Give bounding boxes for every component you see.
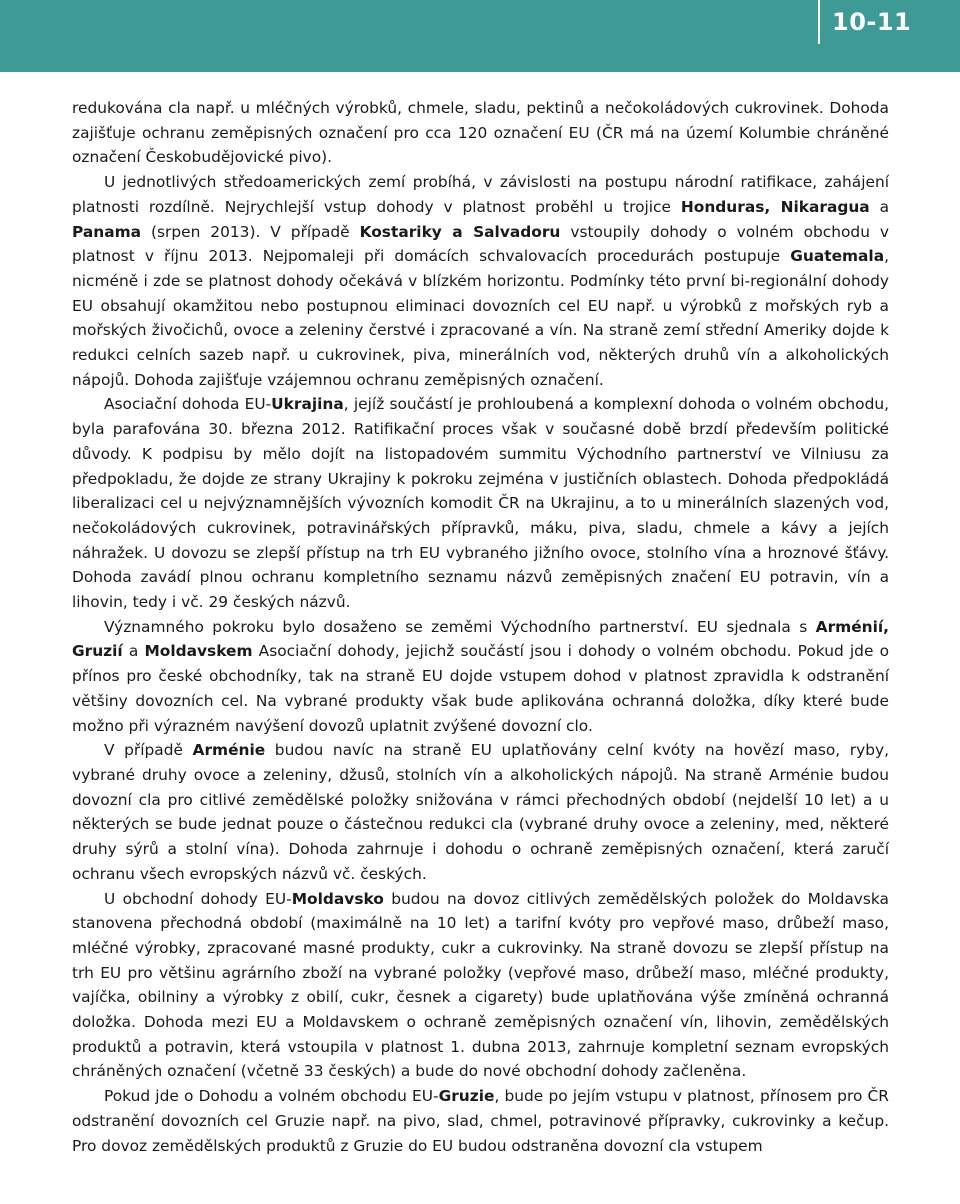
page-number: 10-11 xyxy=(818,0,960,44)
paragraph xyxy=(72,887,889,1085)
bold-term: Gruzie xyxy=(438,1087,495,1106)
text-run: Asociační dohoda EU- xyxy=(104,395,272,414)
text-run: V případě xyxy=(104,741,193,760)
paragraph xyxy=(72,96,889,170)
text-run: , nicméně i zde se platnost dohody očekává v blízkém horizontu. Podmínky této první bi-regionální dohody EU obsahují okamžitou nebo postupnou eliminaci dovozních cel EU např. u výrobků z mořských ryb a mořských živočichů, ovoce a zeleniny čerstvé i zpracované a vín. Na straně zemí střední Ameriky dojde k redukci celních sazeb např. u cukrovinek, piva, minerálních vod, některých druhů vín a alkoholických nápojů. Dohoda zajišťuje vzájemnou ochranu zeměpisných označení. xyxy=(72,247,889,389)
paragraph xyxy=(72,1084,889,1158)
bold-term: Honduras, Nikaragua xyxy=(680,197,870,216)
bold-term: Moldavsko xyxy=(291,889,384,908)
text-run: a xyxy=(869,197,889,216)
bold-term: Panama xyxy=(72,222,142,241)
bold-term: Arménií, Gruzií xyxy=(72,617,889,661)
bold-term: Moldavskem xyxy=(144,642,253,661)
bold-term: Ukrajina xyxy=(271,395,344,414)
text-run: Významného pokroku bylo dosaženo se zeměmi Východního partnerství. EU sjednala s xyxy=(104,617,816,636)
text-run: a xyxy=(122,642,145,661)
paragraph xyxy=(72,738,889,886)
text-run: , bude po jejím vstupu v platnost, přínosem pro ČR odstranění dovozních cel Gruzie např. na pivo, slad, chmel, potravinové přípravky, cukrovinky a kečup. Pro dovoz zemědělských produktů z Gruzie do EU budou odstraněna dovozní cla vstupem xyxy=(72,1087,889,1155)
text-run: Pokud jde o Dohodu a volném obchodu EU- xyxy=(104,1087,439,1106)
text-run: U obchodní dohody EU- xyxy=(104,889,292,908)
bold-term: Arménie xyxy=(192,741,266,760)
text-run: redukována cla např. u mléčných výrobků, chmele, sladu, pektinů a nečokoládových cukrovinek. Dohoda zajišťuje ochranu zeměpisných označení pro cca 120 označení EU (ČR má na území Kolumbie chráněné označení Českobudějovické pivo). xyxy=(72,99,889,167)
text-run: U jednotlivých středoamerických zemí probíhá, v závislosti na postupu národní ratifikace, zahájení platnosti rozdílně. Nejrychlejší vstup dohody v platnost proběhl u trojice xyxy=(72,173,889,216)
header-band xyxy=(0,0,960,72)
bold-term: Kostariky a Salvadoru xyxy=(359,222,561,241)
article-body xyxy=(72,96,889,1158)
text-run: vstoupily dohody o volném obchodu v platnost v říjnu 2013. Nejpomaleji při domácích schvalovacích procedurách postupuje xyxy=(72,222,890,266)
text-run: budou navíc na straně EU uplatňovány celní kvóty na hovězí maso, ryby, vybrané druhy ovoce a zeleniny, džusů, stolních vín a alkoholických nápojů. Na straně Arménie budou dovozní cla pro citlivé zemědělské položky snižována v rámci přechodných období (nejdelší 10 let) a u některých se bude jednat pouze o částečnou redukci cla (vybrané druhy ovoce a zeleniny, med, některé druhy sýrů a stolní vína). Dohoda zahrnuje i dohodu o ochraně zeměpisných označení, která zaručí ochranu všech evropských názvů vč. českých. xyxy=(72,741,890,883)
text-run: Asociační dohody, jejichž součástí jsou i dohody o volném obchodu. Pokud jde o přínos pro české obchodníky, tak na straně EU dojde vstupem dohod v platnost zpravidla k odstranění většiny dovozních cel. Na vybrané produkty však bude aplikována ochranná doložka, díky které bude možno při výrazném navýšení dovozů uplatnit zvýšené dovozní clo. xyxy=(72,642,889,735)
paragraph xyxy=(72,615,889,739)
paragraph xyxy=(72,170,889,392)
bold-term: Guatemala xyxy=(790,247,885,266)
text-run: (srpen 2013). V případě xyxy=(141,222,360,241)
text-run: budou na dovoz citlivých zemědělských položek do Moldavska stanovena přechodná období (maximálně na 10 let) a tarifní kvóty pro vepřové maso, drůbeží maso, mléčné výrobky, zpracované masné produkty, cukr a cukrovinky. Na straně dovozu se zlepší přístup na trh EU pro většinu agrárního zboží na vybrané položky (vepřové maso, drůbeží maso, mléčné produkty, vajíčka, obilniny a výrobky z obilí, cukr, česnek a cigarety) bude uplatňována výše zmíněná ochranná doložka. Dohoda mezi EU a Moldavskem o ochraně zeměpisných označení vín, lihovin, zemědělských produktů a potravin, která vstoupila v platnost 1. dubna 2013, zahrnuje kompletní seznam evropských chráněných označení (včetně 33 českých) a bude do nové obchodní dohody začleněna. xyxy=(72,889,889,1081)
paragraph xyxy=(72,392,889,614)
text-run: , jejíž součástí je prohloubená a komplexní dohoda o volném obchodu, byla parafována 30. března 2012. Ratifikační proces však v současné době brzdí především politické důvody. K podpisu by mělo dojít na listopadovém summitu Východního partnerství ve Vilniusu za předpokladu, že dojde ze strany Ukrajiny k pokroku zejména v justičních oblastech. Dohoda předpokládá liberalizaci cel u nejvýznamnějších vývozních komodit ČR na Ukrajinu, a to u minerálních slazených vod, nečokoládových cukrovinek, potravinářských přípravků, máku, piva, sladu, chmele a kávy a jejích náhražek. U dovozu se zlepší přístup na trh EU vybraného jižního ovoce, stolního vína a hroznové šťávy. Dohoda zavádí plnou ochranu kompletního seznamu názvů zeměpisných značení EU potravin, vín a lihovin, tedy i vč. 29 českých názvů. xyxy=(72,395,889,612)
